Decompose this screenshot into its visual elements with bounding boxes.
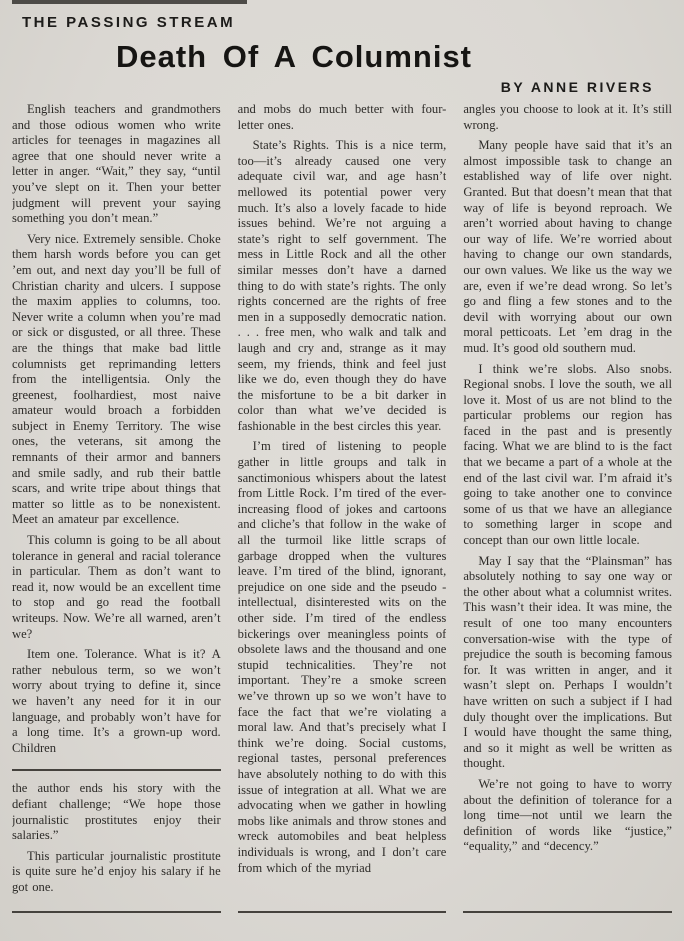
article-byline: BY ANNE RIVERS: [500, 79, 654, 95]
article-paragraph: English teachers and grandmothers and those odious women who write articles for teenages in magazines all agree that one should never write a letter in anger. “Wait,” they say, “until you’ve slept on it. Then your better judgment will prevent your saying something you don’t mean.”: [12, 102, 221, 226]
article-paragraph: This column is going to be all about tolerance in general and racial tolerance in particular. Them as don’t want to read it, now would be an excellent time to stop and go read the football writeups. Now. We’re all warned, aren’t we?: [12, 533, 221, 641]
article-column-3: [463, 102, 672, 915]
divider-rule: [463, 911, 672, 913]
article-paragraph: This particular journalistic prostitute is quite sure he’d enjoy his salary if he got one.: [12, 848, 221, 894]
column-kicker: THE PASSING STREAM: [22, 14, 236, 31]
article-paragraph: I think we’re slobs. Also snobs. Regional snobs. I love the south, we all love it. Most of us are not blind to the particular problems our region has faced in the past and is presently facing. What we are blind to is the fact that we became a part of a whole at the end of the last civil war. I’m afraid it’s going to take another one to convince some of us that we have an allegiance to something larger in scope and concept than our own little locale.: [463, 361, 673, 548]
article-column-2: [238, 102, 447, 915]
article-header: [0, 0, 684, 95]
article-paragraph: and mobs do much better with four-letter ones.: [237, 102, 447, 132]
article-paragraph: Many people have said that it’s an almost impossible task to change an established way of life over night. Granted. But that doesn’t mean that that way of life is beyond reproach. We aren’t worried about having to change our way of life. We’re worried about having to change our own standards, our own values. We like us the way we are, even if we’re dead wrong. So let’s go and fling a few stones and to the devil with worrying about our own moral petticoats. Let ’em drag in the mud. It’s good old southern mud.: [463, 138, 673, 355]
divider-rule: [238, 911, 447, 913]
article-body: [0, 92, 684, 923]
article-paragraph: angles you choose to look at it. It’s still wrong.: [463, 102, 673, 132]
scan-artifact-strip: [12, 0, 247, 4]
article-paragraph: State’s Rights. This is a nice term, too—it’s already caused one very adequate civil war, and age hasn’t mellowed its potential power very much. It’s also a lovely facade to hide issues behind. We’re not arguing a state’s right to self government. The mess in Little Rock and all the other similar messes don’t have a darned thing to do with state’s rights. The only rights concerned are the rights of free men in a supposedly democratic nation. . . . free men, who walk and talk and laugh and cry and, strange as it may seem, my friends, think and feel just like we do, even though they do have the misfortune to be a bit darker in color than what we’ve decided is fashionable in the best circles this year.: [237, 138, 447, 433]
article-paragraph: We’re not going to have to worry about the definition of tolerance for a long time—not until we learn the definition of words like “justice,” “equality,” and “decency.”: [463, 776, 673, 854]
article-paragraph: May I say that the “Plainsman” has absolutely nothing to say one way or the other about what a columnist writes. This wasn’t their idea. It was mine, the result of one too many encounters conversation-wise with the type of prejudice the south is becoming famous for. It was written in anger, and it wasn’t slept on. Perhaps I wouldn’t have written on such a subject if I had duly thought over the implications. But I would have thought the same thing, and so it might as well be written as thought.: [463, 553, 673, 771]
divider-rule: [12, 911, 221, 913]
article-column-1: [12, 102, 221, 915]
article-paragraph: Item one. Tolerance. What is it? A rather nebulous term, so we won’t worry about trying to define it, since we haven’t any need for it in our language, and probably won’t have for a long time. It’s a grown-up word. Children: [12, 647, 221, 755]
article-paragraph: I’m tired of listening to people gather in little groups and talk in sanctimonious whispers about the latest from Little Rock. I’m tired of the ever-increasing flood of jokes and cartoons and cliche’s that follow in the wake of all the turmoil like little scraps of garbage dropped when the vultures leave. I’m tired of the blind, ignorant, prejudice on one side and the pseudo - intellectual, disinterested wits on the other side. I’m tired of the endless bickerings over meaningless points of obsolete laws and the thousand and one stupid technicalities. They’re not important. They’re a smoke screen we’ve thrown up so we won’t have to face the fact that we’re violating a moral law. And that’s precisely what I think we’re doing. Social customs, regional tastes, personal preferences have absolutely nothing to do with this issue of integration at all. What we are advocating when we gather in howling mobs like animals and throw stones and wreck automobiles and beat helpless individuals is wrong, and I don’t care from which of the myriad: [237, 439, 447, 875]
article-paragraph: the author ends his story with the defiant challenge; “We hope those journalistic prostitutes enjoy their salaries.”: [12, 781, 221, 843]
divider-rule: [12, 769, 221, 771]
article-title: Death Of A Columnist: [115, 39, 473, 74]
article-paragraph: Very nice. Extremely sensible. Choke them harsh words before you can get ’em out, and next day you’ll be full of Christian charity and ulcers. I suppose the maxim applies to columns, too. Never write a column when you’re mad or sick or disgusted, or all three. These are the things that make bad little columnists get reprimanding letters from the intelligentsia. Only the greenest, foolhardiest, most naive amateur would broach a forbidden subject in Enemy Territory. The wise ones, the veterans, sit among the remnants of their armor and banners and smile sadly, and rub their battle scars, and write tripe about things that matter so little as to be nonexistent. Meet an amateur par excellence.: [12, 231, 221, 527]
